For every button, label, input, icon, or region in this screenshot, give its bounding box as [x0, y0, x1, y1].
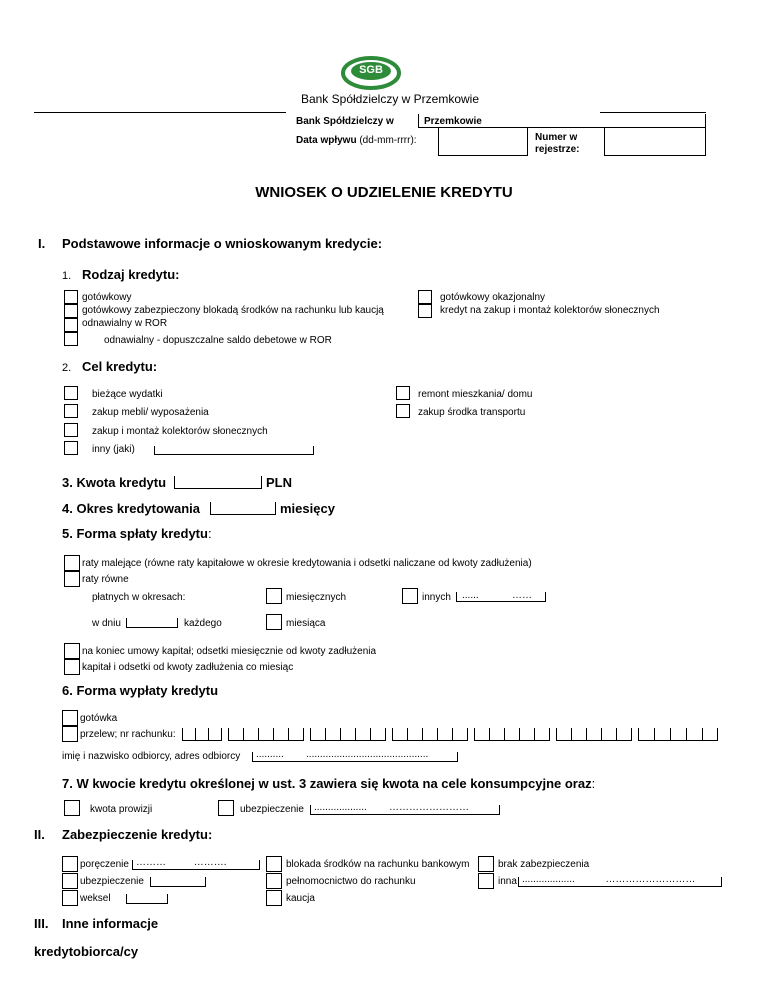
q2-checkbox-5[interactable] — [64, 441, 78, 455]
q5-checkbox-end[interactable] — [64, 643, 80, 659]
q1-right-0: gotówkowy okazjonalny — [440, 292, 546, 303]
account-group-6[interactable] — [556, 728, 632, 741]
q5-other-fill: ...... …… — [462, 590, 533, 601]
q2-checkbox-2[interactable] — [64, 404, 78, 418]
register-field[interactable] — [604, 128, 706, 156]
q5-checkbox-equal[interactable] — [64, 571, 80, 587]
q5-month: miesiąca — [286, 618, 326, 629]
s2-checkbox-guarantee[interactable] — [62, 856, 78, 872]
q6-title: 6. Forma wypłaty kredytu — [62, 683, 219, 698]
q5-monthly: miesięcznych — [286, 592, 347, 603]
section3-title: Inne informacje — [62, 916, 159, 931]
q1-left-1: gotówkowy zabezpieczony blokadą środków na rachunku lub kaucją — [82, 305, 384, 316]
q3-unit: PLN — [266, 475, 292, 490]
q6-checkbox-transfer[interactable] — [62, 726, 78, 742]
section3-number: III. — [34, 916, 49, 931]
q2-checkbox-4[interactable] — [64, 423, 78, 437]
q2-other-field[interactable] — [154, 446, 314, 455]
q5-opt1: raty malejące (równe raty kapitałowe w okresie kredytowania i odsetki naliczane od kwoty zadłużenia) — [82, 558, 532, 569]
s2-col1-0: poręczenie — [80, 859, 129, 870]
s2-col2-1: pełnomocnictwo do rachunku — [286, 876, 416, 887]
q6-cash: gotówka — [80, 713, 118, 724]
section1-number: I. — [38, 236, 46, 251]
q2-title: Cel kredytu: — [82, 359, 158, 374]
s2-checkbox-deposit[interactable] — [266, 890, 282, 906]
q6-recipient-fill: .......... ............................................ — [256, 749, 429, 760]
account-group-2[interactable] — [228, 728, 304, 741]
s2-checkbox-block[interactable] — [266, 856, 282, 872]
s2-col1-2: weksel — [80, 893, 111, 904]
q3-amount-field[interactable] — [174, 476, 262, 489]
q5-each: każdego — [184, 618, 222, 629]
footer-label: kredytobiorca/cy — [34, 944, 139, 959]
q7-checkbox-fee[interactable] — [64, 800, 80, 816]
account-group-1[interactable] — [182, 728, 222, 741]
q1-extra: odnawialny - dopuszczalne saldo debetowe w ROR — [104, 335, 332, 346]
register-label: Numer w rejestrze: — [535, 132, 580, 155]
q2-item-4: zakup i montaż kolektorów słonecznych — [92, 426, 268, 437]
q5-checkbox-decreasing[interactable] — [64, 555, 80, 571]
bank-name: Bank Spółdzielczy w Przemkowie — [300, 92, 480, 106]
account-group-3[interactable] — [310, 728, 386, 741]
q2-checkbox-3[interactable] — [396, 404, 410, 418]
header-rule-left — [34, 112, 286, 113]
s2-col1-1: ubezpieczenie — [80, 876, 144, 887]
page-title: WNIOSEK O UDZIELENIE KREDYTU — [255, 184, 513, 201]
sgb-logo — [341, 56, 401, 90]
account-group-5[interactable] — [474, 728, 550, 741]
q2-item-3: zakup środka transportu — [418, 407, 526, 418]
logo-text: SGB — [359, 64, 383, 76]
s2-col2-0: blokada środków na rachunku bankowym — [286, 859, 470, 870]
q5-day-label: w dniu — [92, 618, 121, 629]
bank-label: Bank Spółdzielczy w — [296, 116, 394, 127]
s2-checkbox-other[interactable] — [478, 873, 494, 889]
q5-checkbox-monthly-capital[interactable] — [64, 659, 80, 675]
q7-title: 7. W kwocie kredytu określonej w ust. 3 zawiera się kwota na cele konsumpcyjne oraz: — [62, 776, 596, 791]
q1-num: 1. — [62, 270, 72, 282]
q2-checkbox-0[interactable] — [64, 386, 78, 400]
s2-col2-2: kaucja — [286, 893, 315, 904]
date-label: Data wpływu (dd-mm-rrrr): — [296, 135, 417, 146]
q5-other: innych — [422, 592, 451, 603]
s2-col3-fill: ................... ……………………… — [522, 874, 696, 885]
q1-checkbox-solar[interactable] — [418, 304, 432, 318]
q2-item-1: remont mieszkania/ domu — [418, 389, 533, 400]
account-group-4[interactable] — [392, 728, 468, 741]
section2-title: Zabezpieczenie kredytu: — [62, 827, 213, 842]
q7-insurance-fill: ................... …………………… — [314, 802, 470, 813]
q1-left-0: gotówkowy — [82, 292, 132, 303]
section1-title: Podstawowe informacje o wnioskowanym kredycie: — [62, 236, 383, 251]
q4-unit: miesięcy — [280, 501, 335, 516]
bank-value: Przemkowie — [424, 116, 482, 127]
q5-day-field[interactable] — [126, 618, 178, 628]
s2-checkbox-none[interactable] — [478, 856, 494, 872]
q6-recipient: imię i nazwisko odbiorcy, adres odbiorcy — [62, 751, 241, 762]
q5-checkbox-other[interactable] — [402, 588, 418, 604]
header-rule-right — [600, 112, 706, 113]
q2-item-0: bieżące wydatki — [92, 389, 163, 400]
q5-title: 5. Forma spłaty kredytu: — [62, 526, 212, 541]
q6-transfer: przelew; nr rachunku: — [80, 729, 176, 740]
q1-checkbox-cash[interactable] — [64, 290, 78, 304]
q5-opt4: kapitał i odsetki od kwoty zadłużenia co miesiąc — [82, 662, 294, 673]
q1-title: Rodzaj kredytu: — [82, 267, 180, 282]
q5-checkbox-monthly[interactable] — [266, 588, 282, 604]
q5-opt2: raty równe — [82, 574, 129, 585]
s2-checkbox-insurance[interactable] — [62, 873, 78, 889]
q5-opt3: na koniec umowy kapitał; odsetki miesięcznie od kwoty zadłużenia — [82, 646, 377, 657]
s2-bill-field[interactable] — [126, 894, 168, 904]
q2-num: 2. — [62, 362, 72, 374]
s2-col3-0: brak zabezpieczenia — [498, 859, 590, 870]
date-field[interactable] — [438, 128, 528, 156]
q5-periods-label: płatnych w okresach: — [92, 592, 186, 603]
q7-insurance: ubezpieczenie — [240, 804, 304, 815]
q1-checkbox-ror[interactable] — [64, 318, 78, 332]
s2-col1-fill: ……… ………. — [136, 857, 227, 868]
q2-item-5: inny (jaki) — [92, 444, 135, 455]
section2-number: II. — [34, 827, 45, 842]
q1-checkbox-extra[interactable] — [64, 332, 78, 346]
q1-checkbox-secured[interactable] — [64, 304, 78, 318]
q4-period-field[interactable] — [210, 502, 276, 515]
s2-checkbox-power[interactable] — [266, 873, 282, 889]
q2-checkbox-1[interactable] — [396, 386, 410, 400]
q1-left-2: odnawialny w ROR — [82, 318, 168, 329]
q1-right-1: kredyt na zakup i montaż kolektorów słonecznych — [440, 305, 660, 316]
s2-insurance-field[interactable] — [150, 877, 206, 887]
account-group-7[interactable] — [638, 728, 718, 741]
s2-col3-1: inna — [498, 876, 517, 887]
q1-checkbox-occasional[interactable] — [418, 290, 432, 304]
q2-item-2: zakup mebli/ wyposażenia — [92, 407, 209, 418]
s2-checkbox-bill[interactable] — [62, 890, 78, 906]
q4-title: 4. Okres kredytowania — [62, 501, 201, 516]
q6-checkbox-cash[interactable] — [62, 710, 78, 726]
q7-fee: kwota prowizji — [90, 804, 153, 815]
q7-checkbox-insurance[interactable] — [218, 800, 234, 816]
q3-title: 3. Kwota kredytu — [62, 475, 167, 490]
q5-checkbox-month[interactable] — [266, 614, 282, 630]
